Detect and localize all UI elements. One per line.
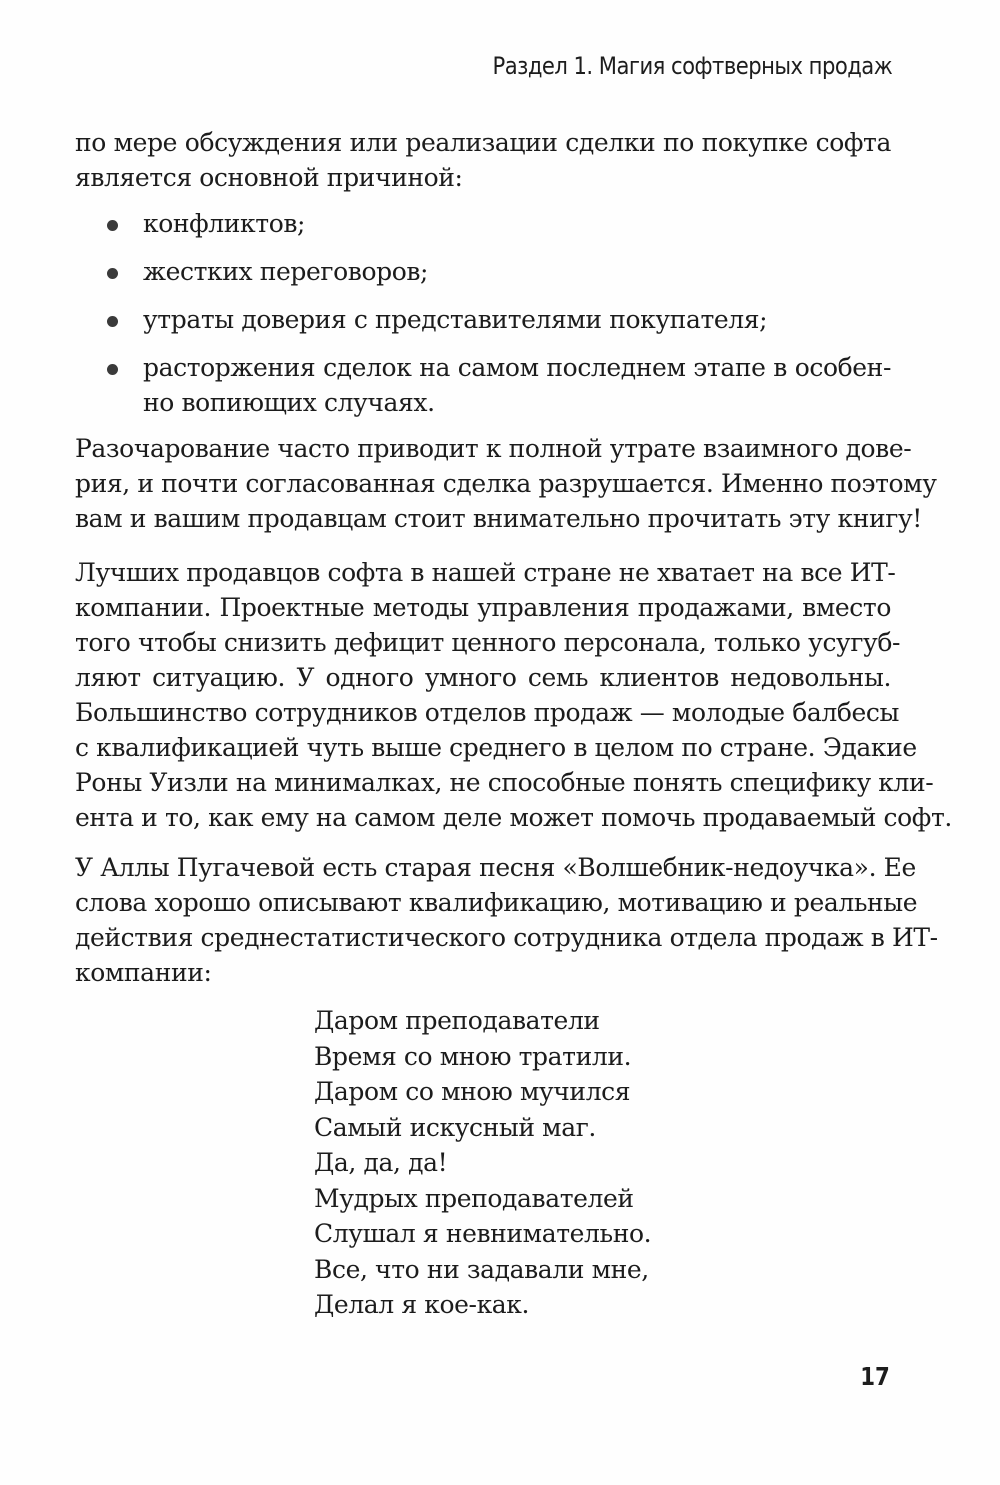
verse-line: Мудрых преподавателей [314, 1183, 634, 1213]
paragraph-3 [75, 555, 952, 835]
verse-line: Делал я кое-как. [314, 1290, 530, 1319]
bullet-list [75, 206, 891, 433]
bullet-icon [107, 364, 118, 375]
paragraph-line: рия, и почти согласованная сделка разрушается. Именно поэтому [75, 469, 937, 498]
paragraph-line: слова хорошо описывают квалификацию, мотивацию и реальные [75, 888, 918, 917]
list-item-text: но вопиющих случаях. [143, 388, 435, 417]
list-item [75, 350, 891, 420]
song-verse [314, 1003, 651, 1323]
list-item-text: конфликтов; [143, 209, 306, 238]
bullet-icon [107, 316, 118, 327]
list-item [75, 302, 891, 337]
list-item [75, 254, 891, 289]
verse-line: Да, да, да! [314, 1148, 448, 1177]
paragraph-line: Роны Уизли на минималках, не способные понять специфику кли- [75, 768, 934, 797]
paragraph-line: Разочарование часто приводит к полной утрате взаимного дове- [75, 434, 912, 463]
verse-line: Даром со мною мучился [314, 1077, 631, 1106]
list-item-text: жестких переговоров; [143, 257, 429, 286]
paragraph-line: того чтобы снизить дефицит ценного персонала, только усугуб- [75, 628, 901, 657]
paragraph-line: действия среднестатистического сотрудника отдела продаж в ИТ- [75, 923, 938, 952]
bullet-icon [107, 268, 118, 279]
verse-line: Самый искусный маг. [314, 1112, 596, 1142]
paragraph-line: Большинство сотрудников отделов продаж — молодые балбесы [75, 698, 899, 727]
paragraph-line: ляют ситуацию. У одного умного семь клиентов недовольны. [75, 663, 891, 692]
list-item-text: утраты доверия с представителями покупателя; [143, 305, 768, 334]
bullet-icon [107, 220, 118, 231]
paragraph-line: вам и вашим продавцам стоит внимательно прочитать эту книгу! [75, 504, 922, 533]
verse-line: Все, что ни задавали мне, [314, 1254, 649, 1284]
verse-line: Слушал я невнимательно. [314, 1219, 652, 1248]
paragraph-line: по мере обсуждения или реализации сделки по покупке софта [75, 128, 891, 157]
paragraph-line: Лучших продавцов софта в нашей стране не хватает на все ИТ- [75, 558, 896, 587]
page-number: 17 [860, 1362, 890, 1391]
paragraph-1 [75, 125, 891, 195]
paragraph-line: У Аллы Пугачевой есть старая песня «Волшебник-недоучка». Ее [75, 853, 916, 882]
paragraph-line: ента и то, как ему на самом деле может помочь продаваемый софт. [75, 803, 952, 832]
verse-line: Время со мною тратили. [314, 1041, 632, 1071]
paragraph-line: компании: [75, 958, 212, 987]
paragraph-line: является основной причиной: [75, 163, 463, 192]
paragraph-line: с квалификацией чуть выше среднего в целом по стране. Эдакие [75, 733, 917, 762]
paragraph-4 [75, 850, 938, 990]
list-item-text: расторжения сделок на самом последнем этапе в особен- [143, 353, 891, 382]
running-header: Раздел 1. Магия софтверных продаж [492, 52, 892, 80]
paragraph-line: компании. Проектные методы управления продажами, вместо [75, 593, 891, 622]
list-item [75, 206, 891, 241]
verse-line: Даром преподаватели [314, 1006, 600, 1035]
paragraph-2 [75, 431, 937, 536]
